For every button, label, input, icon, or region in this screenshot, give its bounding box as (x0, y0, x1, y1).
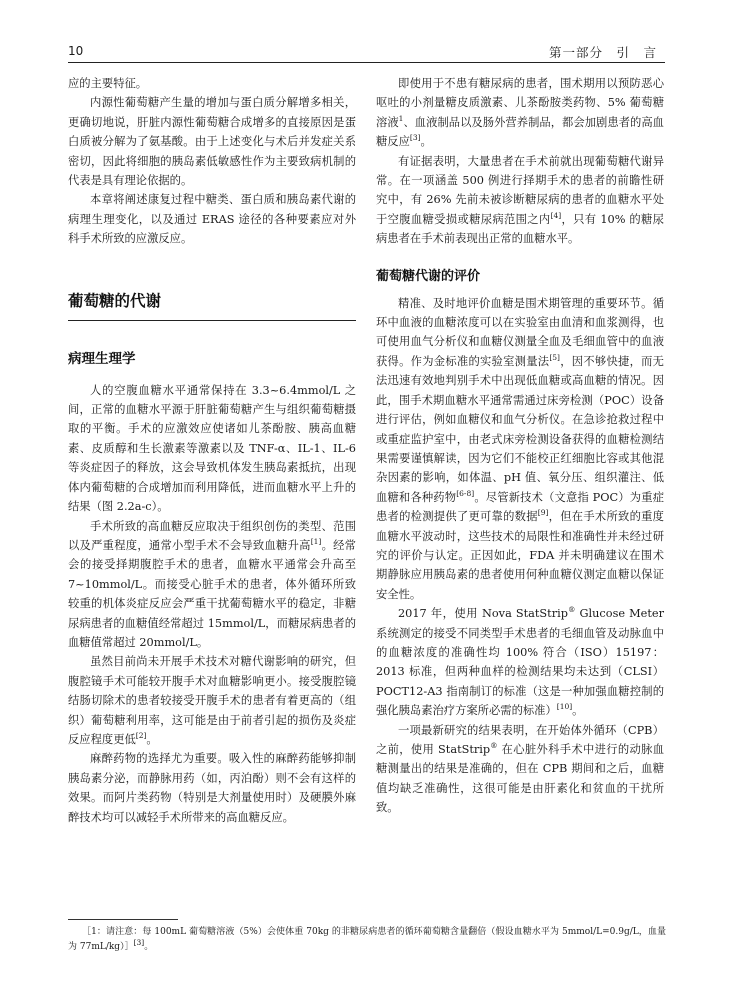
citation-6-8: [6-8] (456, 488, 475, 498)
paragraph-evaluation (376, 294, 664, 605)
text-segment: 在心脏外科手术中进行的动脉血糖测量出的结果是准确的，但在 CPB 期间和之后，血糖值均缺乏准确性，这很可能是由肝素化和贫血的干扰所致。 (376, 743, 665, 815)
paragraph-surgery-hyperglycemia (68, 517, 356, 653)
text-segment: 一项最新研究的结果表明，在开始体外循环（CPB）之前，使用 StatStrip (376, 723, 664, 756)
header-rule (68, 62, 665, 63)
paragraph-intro-tail: 应的主要特征。 (68, 77, 148, 90)
citation-5: [5] (549, 353, 560, 363)
text-segment: ，只有 10% 的糖尿病患者在手术前表现出正常的血糖水平。 (376, 212, 664, 246)
footnote-marker: 1 (398, 114, 404, 124)
citation-1: [1] (310, 537, 322, 547)
citation-10: [10] (556, 702, 573, 712)
left-column (68, 74, 356, 827)
running-head-section: 第一部分 引 言 (548, 45, 657, 60)
registered-mark: ® (567, 605, 576, 615)
paragraph-chapter-overview: 本章将阐述康复过程中糖类、蛋白质和胰岛素代谢的病理生理变化，以及通过 ERAS 途径的各种要素应对外科手术所致的应激反应。 (68, 193, 356, 246)
paragraph-gluconeogenesis: 内源性葡萄糖产生量的增加与蛋白质分解增多相关，更确切地说，肝脏内源性葡萄糖合成增多的直接原因是蛋白质被分解为了氨基酸。由于上述变化与术后并发症关系密切，因此将细胞的胰岛素低敏感性作为主要致病机制的代表是具有理论依据的。 (68, 96, 356, 188)
registered-mark: ® (490, 741, 498, 751)
paragraph-laparoscopy (68, 652, 356, 749)
footnote (68, 925, 666, 955)
paragraph-normal-glucose: 人的空腹血糖水平通常保持在 3.3~6.4mmol/L 之间，正常的血糖水平源于肝脏葡萄糖产生与组织葡萄糖摄取的平衡。手术的应激效应使诸如儿茶酚胺、胰高血糖素、皮质醇和生长激素等激素以及 TNF-α、IL-1、IL-6 等炎症因子的释放，这会导致机体发生胰岛素抵抗，出现体内葡萄糖的合成增加而利用降低，进而血糖水平上升的结果（图 2.2a-c）。 (68, 383, 356, 514)
text-segment: ，因不够快捷，而无法迅速有效地判别手术中出现低血糖或高血糖的情况。因此，围手术期血糖水平通常需通过床旁检测（POC）设备进行评估，例如血糖仪和血气分析仪。在急诊抢救过程中或重症监护室中，由老式床旁检测设备获得的血糖检测结果需要谨慎解读，因为它们不能校正红细胞比容或其他混杂因素的影响，如体温、pH 值、氧分压、组织灌注、低血糖和各种药物 (376, 354, 664, 504)
footnote-text: 。 (144, 942, 154, 952)
page-header (68, 40, 665, 62)
text-segment: 。 (420, 135, 432, 149)
subsection-title-pathophysiology: 病理生理学 (68, 350, 136, 367)
text-segment: 2017 年，使用 Nova StatStrip (398, 607, 568, 621)
citation-2: [2] (135, 731, 147, 741)
citation-3: [3] (409, 133, 421, 143)
paragraph-evidence (376, 152, 664, 249)
footnote-text: ［1：请注意：每 100mL 葡萄糖溶液（5%）会使体重 70kg 的非糖尿病患者的循环葡萄糖含量翻倍（假设血糖水平为 5mmol/L=0.9g/L，血量为 77mL/kg）］ (68, 927, 666, 952)
footnote-citation: [3] (133, 938, 145, 947)
text-segment: 。 (572, 704, 584, 718)
text-segment: 。经常会的接受择期腹腔手术的患者，血糖水平通常会升高至 7~10mmol/L。而接受心脏手术的患者，体外循环所致较重的机体炎症反应会严重干扰葡萄糖水平的稳定，非糖尿病患者的血糖值经常超过 15mmol/L，而糖尿病患者的血糖值常超过 20mmol/L。 (68, 538, 356, 649)
page-number: 10 (68, 44, 84, 58)
text-segment: 虽然目前尚未开展手术技术对糖代谢影响的研究，但腹腔镜手术可能较开腹手术对血糖影响更小。接受腹腔镜结肠切除术的患者较接受开腹手术的患者有着更高的（组织）葡萄糖利用率，这可能是由于前者引起的损伤及炎症反应程度更低 (68, 655, 356, 746)
paragraph-nondiabetic (376, 74, 664, 152)
right-column (376, 74, 664, 818)
footnote-rule (68, 919, 178, 920)
text-segment: 即使用于不患有糖尿病的患者，围术期用以预防恶心呕吐的小剂量糖皮质激素、儿茶酚胺类药物、5% 葡萄糖溶液 (376, 77, 664, 129)
citation-4: [4] (550, 211, 562, 221)
subsection-title-evaluation: 葡萄糖代谢的评价 (376, 268, 481, 284)
text-segment: 、血液制品以及肠外营养制品，都会加剧患者的高血糖反应 (376, 115, 664, 149)
paragraph-nova-statstrip (376, 604, 664, 720)
text-segment: ，但在手术所致的重度血糖水平波动时，这些技术的局限性和准确性并未经过研究的评价与认定。正因如此，FDA 并未明确建议在围术期静脉应用胰岛素的患者使用何种血糖仪测定血糖以保证安全性。 (376, 510, 664, 601)
text-segment: 。尽管新技术（文意指 POC）为重症患者的检测提供了更可靠的数据 (376, 490, 664, 524)
text-segment: 精准、及时地评价血糖是围术期管理的重要环节。循环中血液的血糖浓度可以在实验室由血清和血浆测得，也可使用血气分析仪和血糖仪测量全血及毛细血管中的血液获得。作为金标准的实验室测量法 (376, 296, 664, 368)
paragraph-cpb-study (376, 721, 664, 818)
citation-9: [9] (537, 508, 549, 518)
text-segment: 有证据表明，大量患者在手术前就出现葡萄糖代谢异常。在一项涵盖 500 例进行择期手术的患者的前瞻性研究中，有 26% 先前未被诊断糖尿病的患者的血糖水平处于空腹血糖受损或糖尿病范围之内 (376, 154, 664, 226)
section-title-glucose-metabolism: 葡萄糖的代谢 (68, 289, 356, 321)
paragraph-anesthesia: 麻醉药物的选择尤为重要。吸入性的麻醉药能够抑制胰岛素分泌，而静脉用药（如，丙泊酚）则不会有这样的效果。而阿片类药物（特别是大剂量使用时）及硬膜外麻醉技术均可以减轻手术所带来的高血糖反应。 (68, 752, 356, 824)
text-segment: 手术所致的高血糖反应取决于组织创伤的类型、范围以及严重程度，通常小型手术不会导致血糖升高 (68, 519, 356, 552)
text-segment: Glucose Meter 系统测定的接受不同类型手术患者的毛细血管及动脉血中的血糖浓度的准确性均 100% 符合（ISO）15197：2013 标准，但两种血样的检测结果均未达到（CLSI）POCT12-A3 指南制订的标准（这是一种加强血糖控制的强化胰岛素治疗方案所必需的标准） (376, 607, 664, 718)
text-segment: 。 (146, 732, 158, 746)
